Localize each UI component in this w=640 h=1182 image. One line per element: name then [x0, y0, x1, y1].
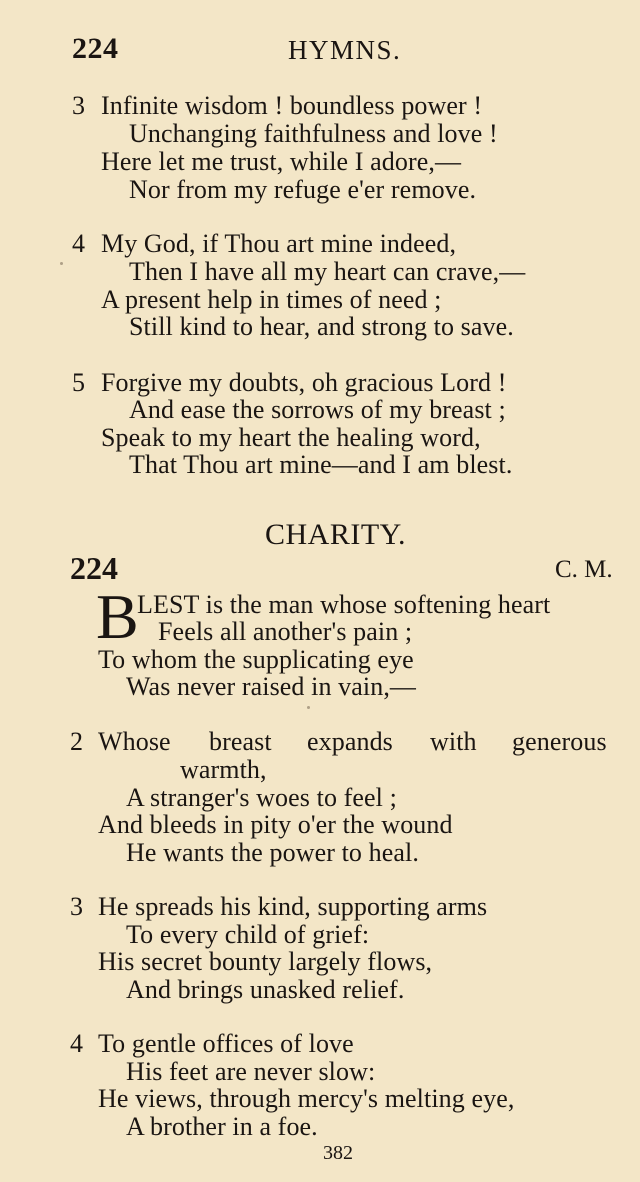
- verse-line: Speak to my heart the healing word,: [101, 423, 481, 452]
- verse-line: To whom the supplicating eye: [98, 645, 414, 674]
- verse-line-word: Whose: [98, 727, 171, 756]
- verse-line: He spreads his kind, supporting arms: [98, 892, 488, 921]
- verse-line: And brings unasked relief.: [126, 975, 405, 1004]
- verse-line-word: expands: [307, 727, 393, 756]
- verse-line: Forgive my doubts, oh gracious Lord !: [101, 368, 507, 397]
- verse-line: His secret bounty largely flows,: [98, 947, 433, 976]
- verse-line: Feels all another's pain ;: [158, 617, 413, 646]
- verse-line: Still kind to hear, and strong to save.: [129, 312, 514, 341]
- verse-number: 3: [70, 892, 83, 921]
- verse-line-word: generous: [512, 727, 607, 756]
- verse-number: 2: [70, 727, 83, 756]
- verse-line: Nor from my refuge e'er remove.: [129, 175, 477, 204]
- verse-line: Unchanging faithfulness and love !: [129, 119, 498, 148]
- verse-number: 4: [72, 229, 85, 258]
- verse-line-word: breast: [209, 727, 272, 756]
- page-number: 382: [323, 1142, 353, 1164]
- verse-line: Then I have all my heart can crave,—: [129, 257, 526, 286]
- verse-line-word: with: [430, 727, 477, 756]
- drop-cap: B: [96, 581, 139, 652]
- verse-line: Here let me trust, while I adore,—: [101, 147, 462, 176]
- hymn-meter: C. M.: [555, 556, 613, 583]
- verse-line: He wants the power to heal.: [126, 838, 419, 867]
- header-hymn-number: 224: [72, 32, 119, 65]
- verse-line: To gentle offices of love: [98, 1029, 354, 1058]
- verse-line: A present help in times of need ;: [101, 285, 442, 314]
- verse-line: And ease the sorrows of my breast ;: [129, 395, 506, 424]
- verse-line: A stranger's woes to feel ;: [126, 783, 397, 812]
- hymn-number: 224: [70, 550, 118, 586]
- print-speck: [60, 262, 63, 265]
- verse-line: That Thou art mine—and I am blest.: [129, 450, 513, 479]
- verse-line: LEST is the man whose softening heart: [137, 590, 551, 619]
- running-title: HYMNS.: [288, 35, 402, 65]
- verse-number: 4: [70, 1029, 83, 1058]
- verse-line: My God, if Thou art mine indeed,: [101, 229, 457, 258]
- verse-line: To every child of grief:: [126, 920, 370, 949]
- verse-line: warmth,: [180, 755, 267, 784]
- verse-line: His feet are never slow:: [126, 1057, 376, 1086]
- verse-number: 5: [72, 368, 85, 397]
- verse-line: He views, through mercy's melting eye,: [98, 1084, 515, 1113]
- verse-line: And bleeds in pity o'er the wound: [98, 810, 453, 839]
- print-speck: [307, 706, 310, 709]
- section-title: CHARITY.: [265, 518, 406, 551]
- verse-line: Was never raised in vain,—: [126, 672, 417, 701]
- verse-line: Infinite wisdom ! boundless power !: [101, 91, 483, 120]
- verse-number: 3: [72, 91, 85, 120]
- verse-line: A brother in a foe.: [126, 1112, 318, 1141]
